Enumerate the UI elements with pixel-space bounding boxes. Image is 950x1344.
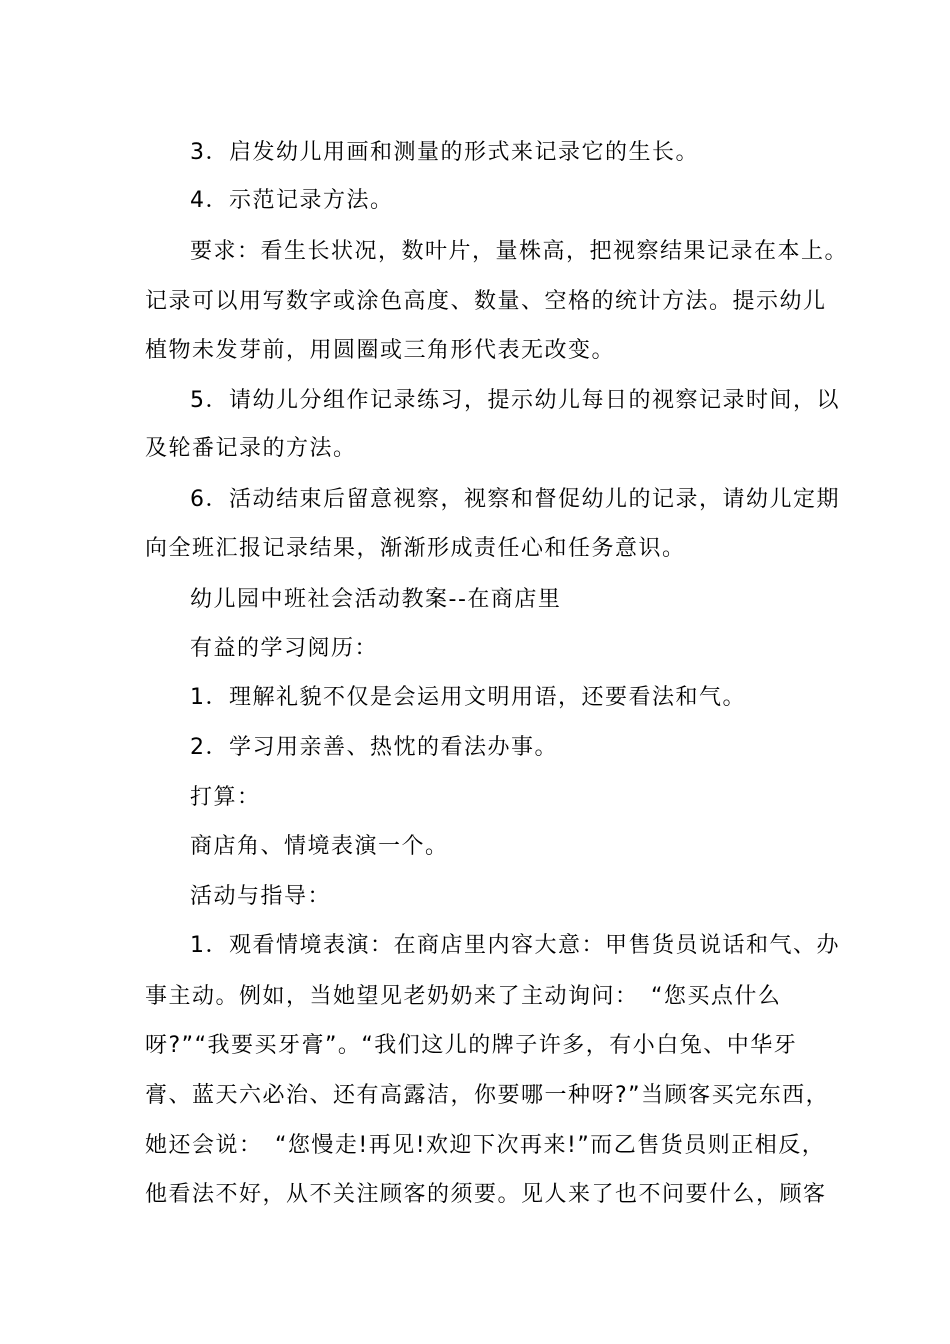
paragraph-line: 6．活动结束后留意视察，视察和督促幼儿的记录，请幼儿定期 — [190, 487, 840, 512]
paragraph-line: 膏、蓝天六必治、还有高露洁，你要哪一种呀?”当顾客买完东西， — [145, 1083, 830, 1108]
paragraph-line: 事主动。例如，当她望见老奶奶来了主动询问： “您买点什么 — [145, 984, 782, 1009]
paragraph-line: 4．示范记录方法。 — [190, 188, 394, 213]
paragraph-line: 3．启发幼儿用画和测量的形式来记录它的生长。 — [190, 140, 699, 165]
paragraph-line: 她还会说： “您慢走!再见!欢迎下次再来!”而乙售货员则正相反， — [145, 1133, 826, 1158]
paragraph-line: 要求：看生长状况，数叶片，量株高，把视察结果记录在本上。 — [190, 239, 849, 264]
paragraph-line: 记录可以用写数字或涂色高度、数量、空格的统计方法。提示幼儿 — [145, 289, 827, 314]
section-heading: 幼儿园中班社会活动教案--在商店里 — [190, 587, 562, 612]
paragraph-line: 及轮番记录的方法。 — [145, 436, 357, 461]
paragraph-line: 活动与指导： — [190, 884, 332, 909]
paragraph-line: 1．观看情境表演：在商店里内容大意：甲售货员说话和气、办 — [190, 933, 840, 958]
paragraph-line: 打算： — [190, 785, 261, 810]
paragraph-line: 有益的学习阅历： — [190, 636, 379, 661]
paragraph-line: 呀?”“我要买牙膏”。“我们这儿的牌子许多，有小白兔、中华牙 — [145, 1033, 798, 1058]
paragraph-line: 他看法不好，从不关注顾客的须要。见人来了也不问要什么，顾客 — [145, 1182, 827, 1207]
paragraph-line: 5．请幼儿分组作记录练习，提示幼儿每日的视察记录时间，以 — [190, 388, 840, 413]
paragraph-line: 1．理解礼貌不仅是会运用文明用语，还要看法和气。 — [190, 685, 746, 710]
paragraph-line: 植物未发芽前，用圆圈或三角形代表无改变。 — [145, 338, 616, 363]
paragraph-line: 2．学习用亲善、热忱的看法办事。 — [190, 735, 558, 760]
paragraph-line: 商店角、情境表演一个。 — [190, 834, 449, 859]
paragraph-line: 向全班汇报记录结果，渐渐形成责任心和任务意识。 — [145, 536, 686, 561]
